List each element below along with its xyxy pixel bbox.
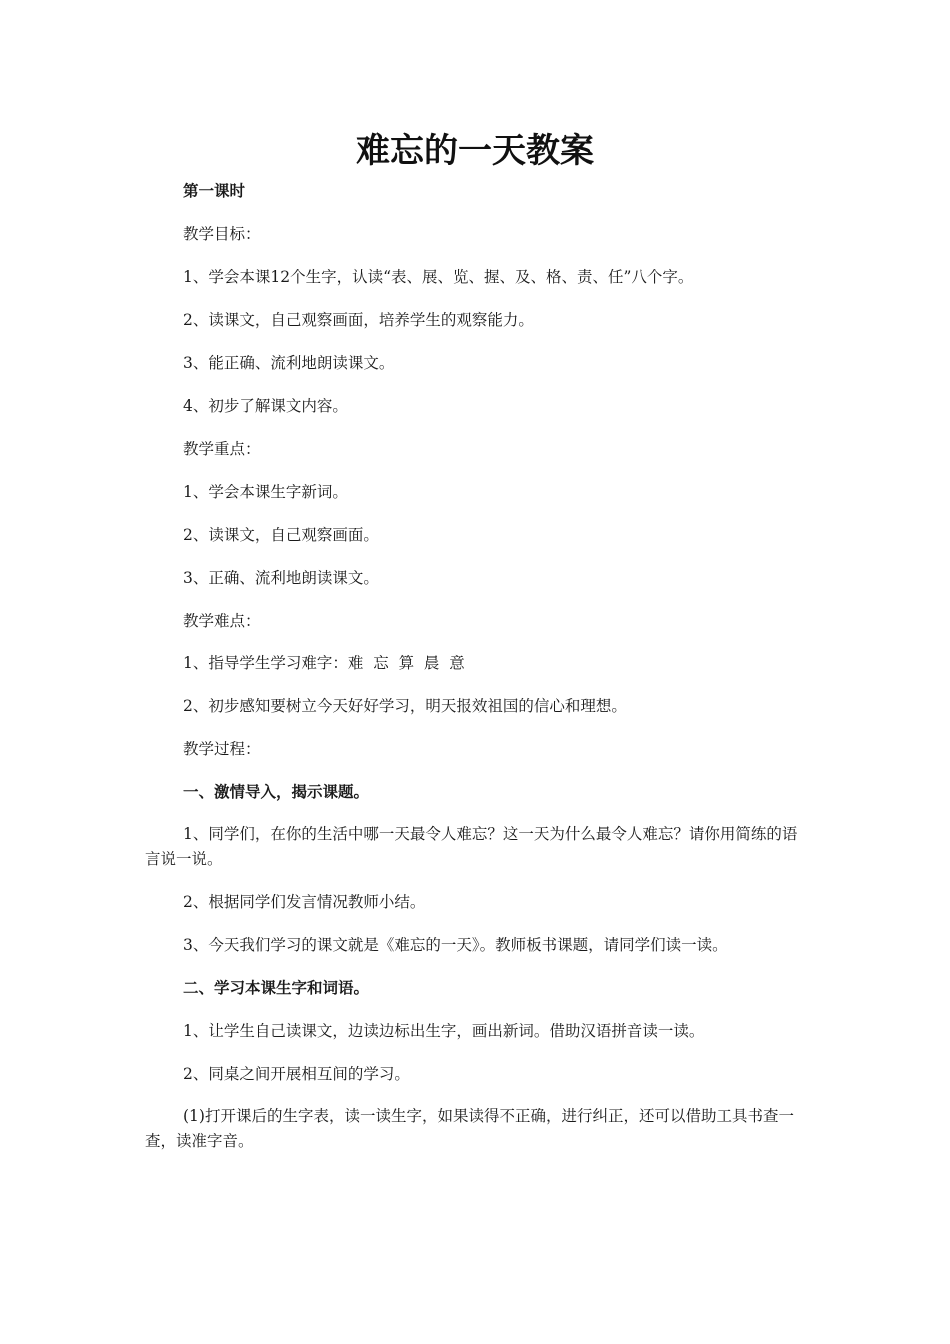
key-point-3: 3、正确、流利地朗读课文。 [183, 569, 379, 587]
goal-item-2: 2、读课文，自己观察画面，培养学生的观察能力。 [183, 311, 534, 329]
goal-item-1: 1、学会本课12个生字，认读“表、展、览、握、及、格、责、任”八个字。 [183, 268, 694, 286]
key-points-heading: 教学重点： [183, 440, 261, 458]
section1-item-2: 2、根据同学们发言情况教师小结。 [183, 893, 426, 911]
section2-item-1: 1、让学生自己读课文，边读边标出生字，画出新词。借助汉语拼音读一读。 [183, 1022, 705, 1040]
section2-item-2: 2、同桌之间开展相互间的学习。 [183, 1065, 410, 1083]
difficulties-heading: 教学难点： [183, 612, 261, 630]
key-point-1: 1、学会本课生字新词。 [183, 483, 348, 501]
goals-heading: 教学目标： [183, 225, 261, 243]
difficulty-2: 2、初步感知要树立今天好好学习，明天报效祖国的信心和理想。 [183, 697, 627, 715]
section1-item-3: 3、今天我们学习的课文就是《难忘的一天》。教师板书课题，请同学们读一读。 [183, 936, 728, 954]
section2-item-3: (1)打开课后的生字表，读一读生字，如果读得不正确，进行纠正，还可以借助工具书查一查，读准字音。 [145, 1107, 794, 1150]
section1-heading: 一、激情导入，揭示课题。 [183, 783, 370, 801]
goal-item-4: 4、初步了解课文内容。 [183, 397, 348, 415]
lesson-label: 第一课时 [183, 182, 246, 200]
process-heading: 教学过程： [183, 740, 261, 758]
document-title: 难忘的一天教案 [356, 131, 594, 171]
section1-item-1: 1、同学们，在你的生活中哪一天最令人难忘？这一天为什么最令人难忘？请你用简练的语言说一说。 [145, 825, 798, 868]
goal-item-3: 3、能正确、流利地朗读课文。 [183, 354, 395, 372]
difficulty-1: 1、指导学生学习难字：难 忘 算 晨 意 [183, 654, 465, 672]
key-point-2: 2、读课文，自己观察画面。 [183, 526, 379, 544]
section2-heading: 二、学习本课生字和词语。 [183, 979, 370, 997]
